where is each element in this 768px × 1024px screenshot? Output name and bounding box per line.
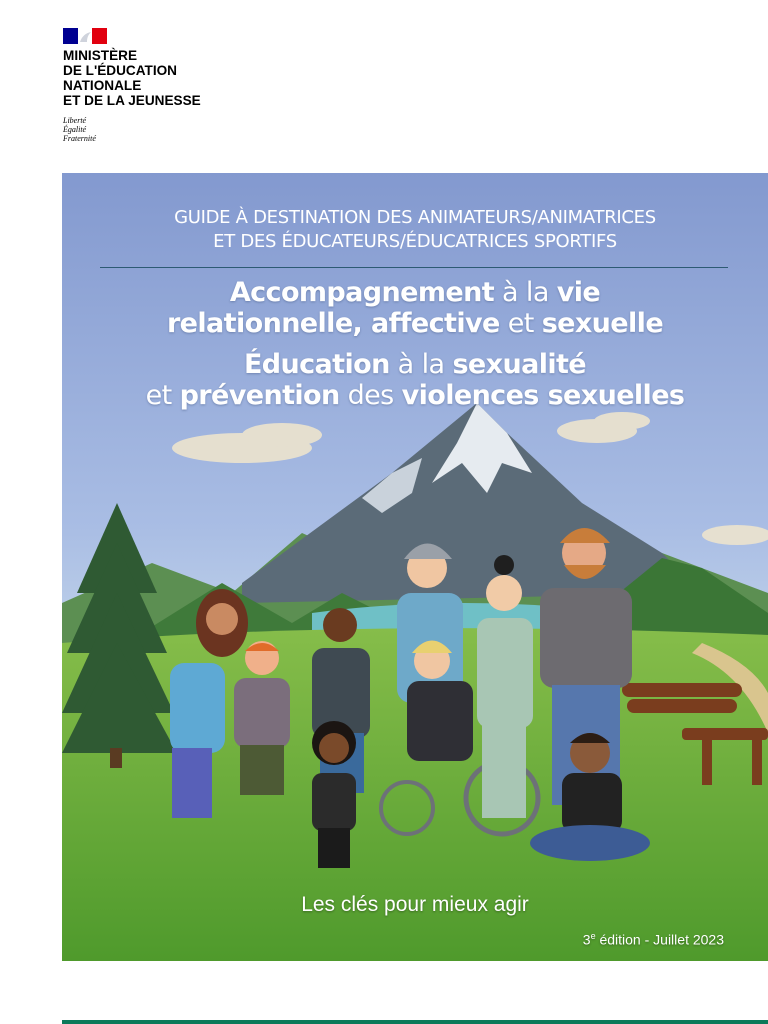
republic-motto: Liberté Égalité Fraternité (63, 116, 96, 143)
page-bottom-rule (62, 1020, 768, 1024)
title-divider (100, 267, 728, 268)
guide-subtitle: GUIDE À DESTINATION DES ANIMATEURS/ANIMATRICES ET DES ÉDUCATEURS/ÉDUCATRICES SPORTIFS (174, 207, 656, 252)
guide-title: Accompagnement à la vie relationnelle, affective et sexuelle Éducation à la sexualité et prévention des violences sexuelles (145, 277, 685, 411)
guide-tagline: Les clés pour mieux agir (301, 893, 529, 916)
edition-info: 3e édition - Juillet 2023 (582, 931, 724, 948)
marianne-flag-icon (63, 28, 107, 44)
guide-cover (62, 173, 768, 961)
ministry-name: MINISTÈRE DE L'ÉDUCATION NATIONALE ET DE LA JEUNESSE (63, 48, 201, 108)
